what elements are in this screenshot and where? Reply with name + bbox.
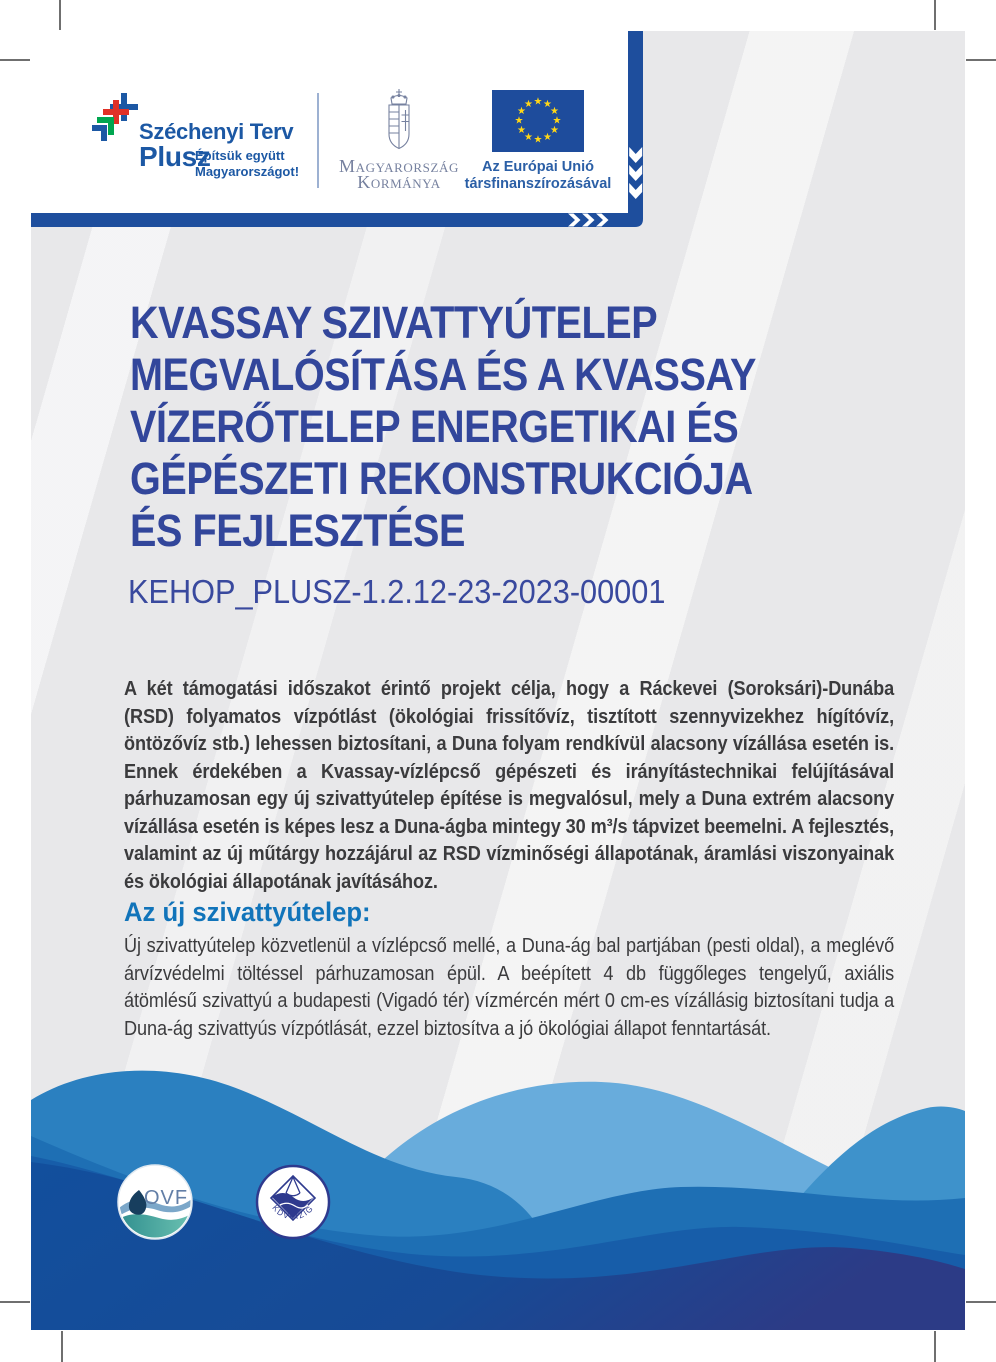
svg-text:★: ★ [552,115,562,127]
kdvvizig-label: KDVVIZIG [270,1203,316,1222]
szechenyi-logo-text: Széchenyi Terv [139,119,294,144]
government-name: Magyarország Kormánya [339,156,459,192]
ovf-label: OVF [144,1187,189,1209]
svg-text:★: ★ [524,99,533,110]
project-code: KEHOP_PLUSZ-1.2.12-23-2023-00001 [128,573,666,610]
crop-mark [0,59,30,61]
page-title: KVASSAY SZIVATTYÚTELEP MEGVALÓSÍTÁSA ÉS A KVASSAY VÍZERŐTELEP ENERGETIKAI ÉS GÉPÉSZETI REKONSTRUKCIÓJA ÉS FEJLESZTÉSE [130,297,756,556]
svg-text:★: ★ [517,106,526,117]
section-subheading: Az új szivattyútelep: [124,897,371,927]
svg-text:★: ★ [550,106,559,117]
svg-text:★: ★ [524,132,533,143]
szechenyi-logo-text-plusz: Plusz [139,141,211,172]
crop-mark [934,1331,936,1362]
svg-text:★: ★ [543,99,552,110]
eu-flag-icon [492,90,584,152]
crop-mark [0,1301,30,1303]
szechenyi-cross-icon [92,93,138,141]
project-description: A két támogatási időszakot érintő projekt célja, hogy a Ráckevei (Soroksári)-Dunába (RSD) folyamatos vízpótlást (ökológiai frissítővíz, tisztított szennyvizekhez hígítóvíz, öntözővíz stb.) lehessen biztosítani, a Duna folyam rendkívül alacsony vízállása esetén is. Ennek érdekében a Kvassay-vízlépcső gépészeti és irányítástechnikai felújításával párhuzamosan egy új szivattyútelep építése is megvalósul, mely a Duna extrém alacsony vízállása esetén is képes lesz a Duna-ágba mintegy 30 m³/s tápvizet beemelni. A fejlesztés, valamint az új műtárgy hozzájárul az RSD vízminőségi állapotának, áramlási viszonyainak és ökológiai állapotának javításához. [124,678,895,893]
crop-mark [966,1301,996,1303]
svg-text:★: ★ [517,125,526,136]
crop-mark [61,1331,63,1362]
crop-mark [966,59,996,61]
kdvvizig-logo [255,1164,331,1240]
hungary-coat-of-arms-icon [384,88,414,154]
svg-text:★: ★ [533,96,543,108]
government-logo [333,88,465,190]
crop-mark [934,0,936,30]
svg-text:★: ★ [550,125,559,136]
szechenyi-tagline: Építsük együtt Magyarországot! [195,148,300,179]
eu-cofunding-logo [458,90,618,193]
poster-page [31,31,965,1330]
pumping-station-description: Új szivattyútelep közvetlenül a vízlépcső mellé, a Duna-ág bal partjában (pesti oldal), a meglévő árvízvédelmi töltéssel párhuzamosan épül. A beépített 4 db függőleges tengelyű, axiális átömlésű szivattyú a budapesti (Vigadó tér) vízmércén mért 0 cm-es vízállásig biztosítani tudja a Duna-ág szivattyús vízpótlását, ezzel biztosítva a jó ökológiai állapot fenntartását. [124,935,895,1040]
chevron-down-icon [629,147,642,199]
eu-caption: Az Európai Unió társfinanszírozásával [464,159,612,192]
svg-text:★: ★ [533,134,543,146]
ovf-logo [117,1164,193,1240]
svg-text:★: ★ [543,132,552,143]
header-divider [317,93,319,188]
crop-mark [59,0,61,30]
svg-text:★: ★ [514,115,524,127]
